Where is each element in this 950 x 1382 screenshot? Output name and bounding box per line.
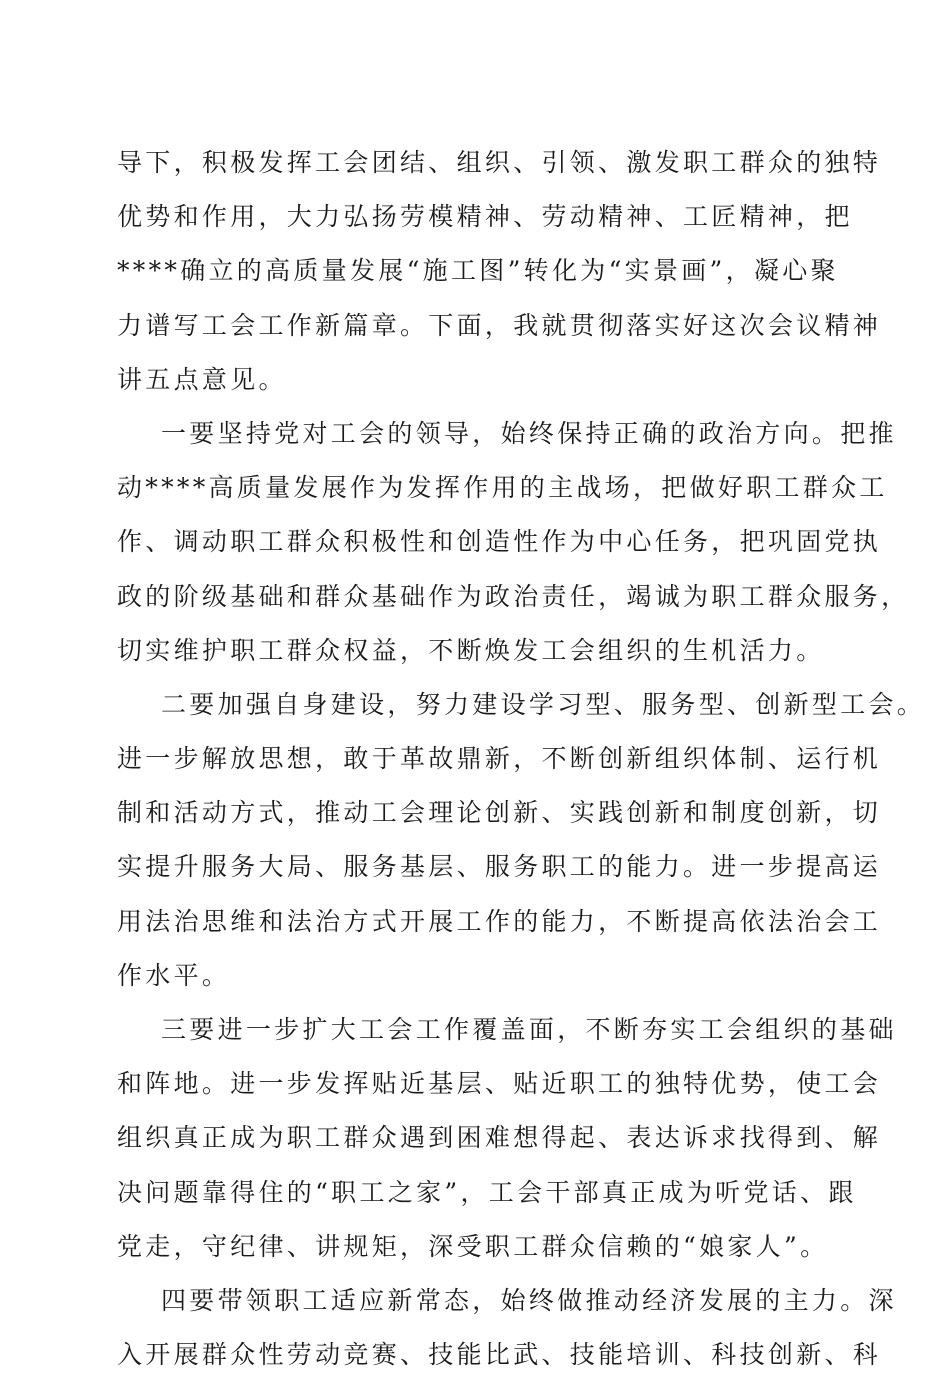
text-line: 动****高质量发展作为发挥作用的主战场，把做好职工群众工 — [117, 473, 888, 503]
paragraph-start-line: 一要坚持党对工会的领导，始终保持正确的政治方向。把推 — [161, 418, 897, 448]
paragraph-start-line: 二要加强自身建设，努力建设学习型、服务型、创新型工会。 — [161, 689, 926, 719]
text-line: 组织真正成为职工群众遇到困难想得起、表达诉求找得到、解 — [117, 1123, 882, 1153]
text-line: 政的阶级基础和群众基础作为政治责任，竭诚为职工群众服务， — [117, 581, 910, 611]
text-line: 党走，守纪律、讲规矩，深受职工群众信赖的“娘家人”。 — [117, 1231, 829, 1261]
text-line: 用法治思维和法治方式开展工作的能力，不断提高依法治会工 — [117, 906, 882, 936]
text-line: 切实维护职工群众权益，不断焕发工会组织的生机活力。 — [117, 635, 825, 665]
text-line: 导下，积极发挥工会团结、组织、引领、激发职工群众的独特 — [117, 148, 882, 177]
text-line: 优势和作用，大力弘扬劳模精神、劳动精神、工匠精神，把 — [117, 202, 853, 232]
paragraph-start-line: 三要进一步扩大工会工作覆盖面，不断夯实工会组织的基础 — [161, 1015, 897, 1044]
text-line: ****确立的高质量发展“施工图”转化为“实景画”，凝心聚 — [117, 256, 839, 286]
text-line: 进一步解放思想，敢于革故鼎新，不断创新组织体制、运行机 — [117, 744, 882, 774]
text-line: 作水平。 — [117, 960, 231, 990]
paragraph-start-line: 四要带领职工适应新常态，始终做推动经济发展的主力。深 — [161, 1285, 897, 1315]
text-line: 和阵地。进一步发挥贴近基层、贴近职工的独特优势，使工会 — [117, 1069, 882, 1099]
text-line: 决问题靠得住的“职工之家”，工会干部真正成为听党话、跟 — [117, 1177, 857, 1207]
text-line: 力谱写工会工作新篇章。下面，我就贯彻落实好这次会议精神 — [117, 310, 882, 340]
body-text — [117, 136, 926, 1382]
text-line: 入开展群众性劳动竞赛、技能比武、技能培训、科技创新、科 — [117, 1340, 882, 1370]
text-line: 作、调动职工群众积极性和创造性作为中心任务，把巩固党执 — [117, 527, 882, 557]
text-line: 实提升服务大局、服务基层、服务职工的能力。进一步提高运 — [117, 852, 882, 882]
text-line: 制和活动方式，推动工会理论创新、实践创新和制度创新，切 — [117, 798, 882, 828]
text-line: 讲五点意见。 — [117, 364, 287, 394]
